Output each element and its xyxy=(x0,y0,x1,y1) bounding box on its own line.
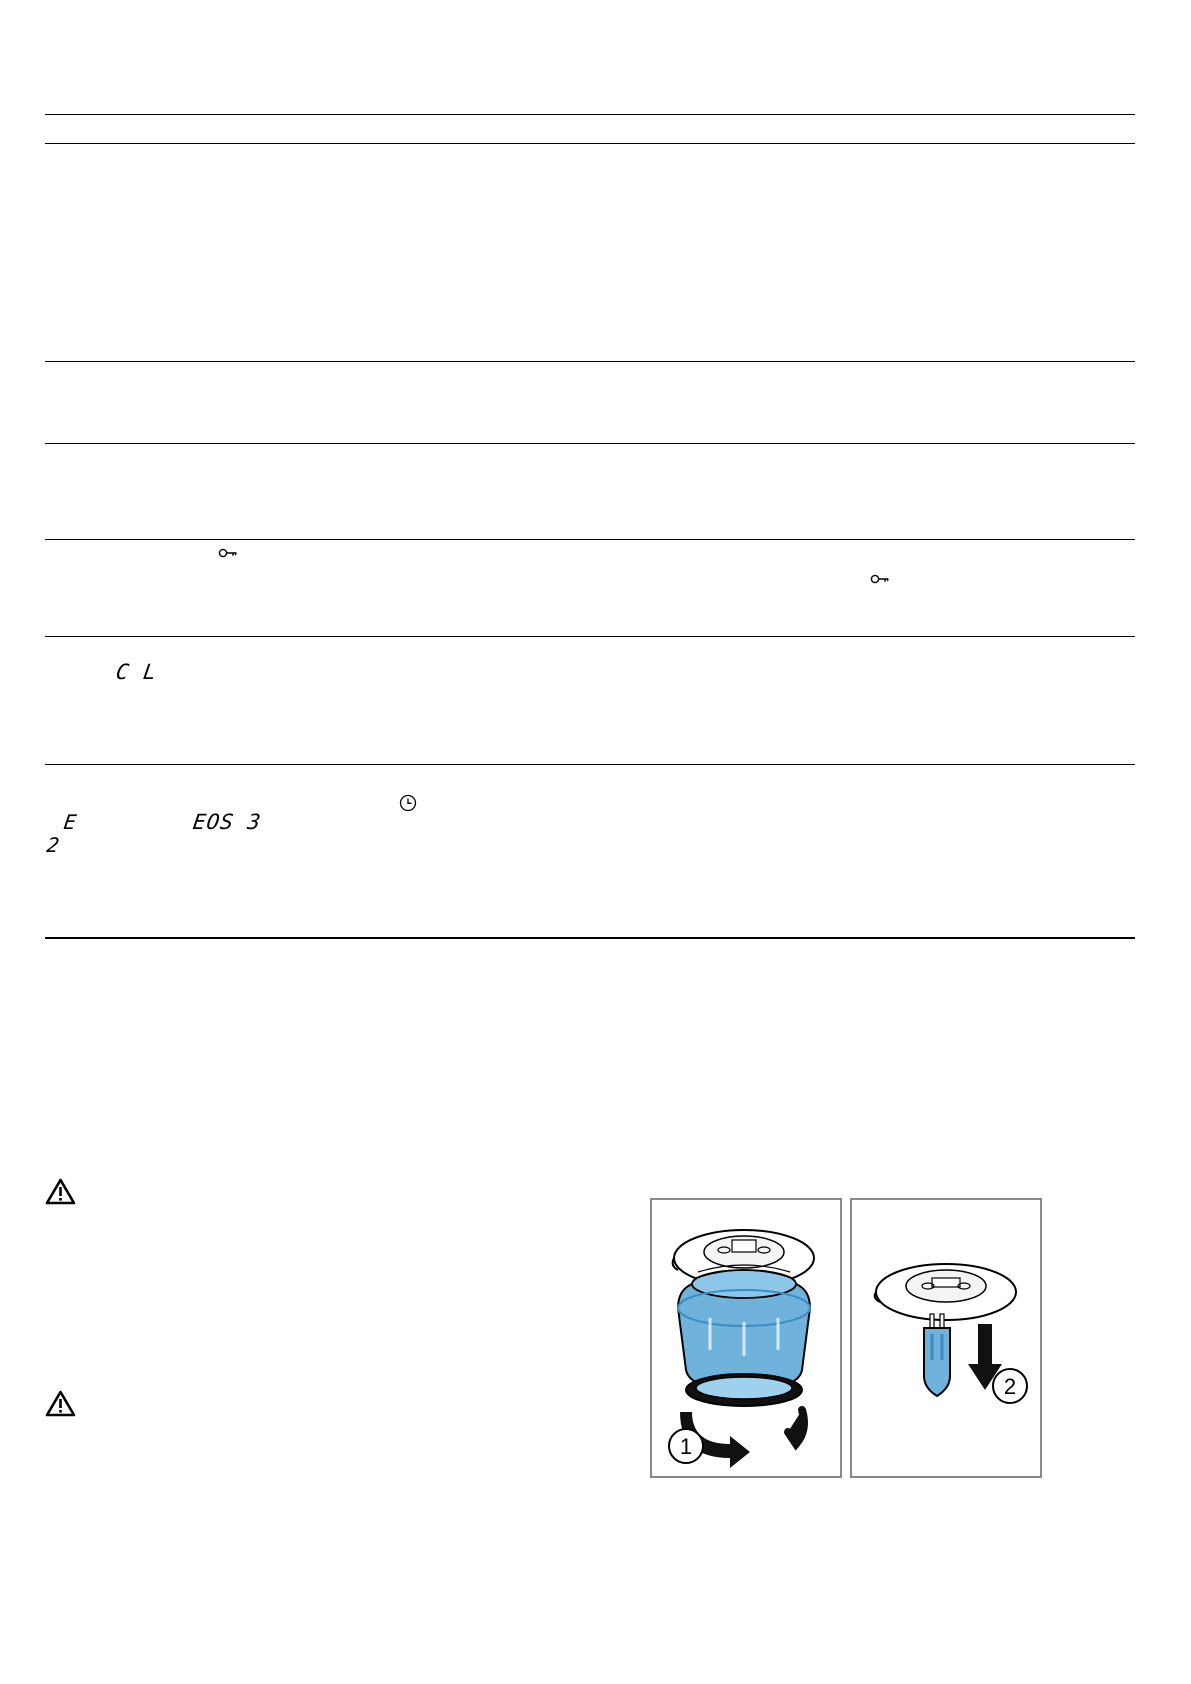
table-header-rule xyxy=(45,143,1135,144)
table-row-rule-5 xyxy=(45,764,1135,765)
key-icon xyxy=(870,573,890,585)
display-code-cl: C L xyxy=(114,660,159,684)
display-code-2: 2 xyxy=(45,833,62,857)
table-row-rule-3 xyxy=(45,539,1135,540)
key-icon xyxy=(218,547,238,559)
warning-triangle-icon xyxy=(45,1390,76,1417)
table-bottom-rule xyxy=(45,937,1135,939)
table-row-rule-4 xyxy=(45,636,1135,637)
clock-icon xyxy=(399,794,417,812)
table-row-rule-2 xyxy=(45,443,1135,444)
display-code-e: E xyxy=(62,810,79,834)
oven-lamp-cover-illustration xyxy=(652,1200,840,1476)
table-top-rule xyxy=(45,114,1135,115)
figure-panel-pull-bulb xyxy=(850,1198,1042,1478)
figure-panel-unscrew-cover xyxy=(650,1198,842,1478)
step-number-1: 1 xyxy=(679,1434,693,1459)
warning-triangle-icon xyxy=(45,1178,76,1205)
display-code-eos: EOS 3 xyxy=(191,810,263,834)
table-row-rule-1 xyxy=(45,361,1135,362)
step-number-2: 2 xyxy=(1003,1374,1017,1399)
oven-lamp-bulb-illustration xyxy=(852,1200,1040,1476)
